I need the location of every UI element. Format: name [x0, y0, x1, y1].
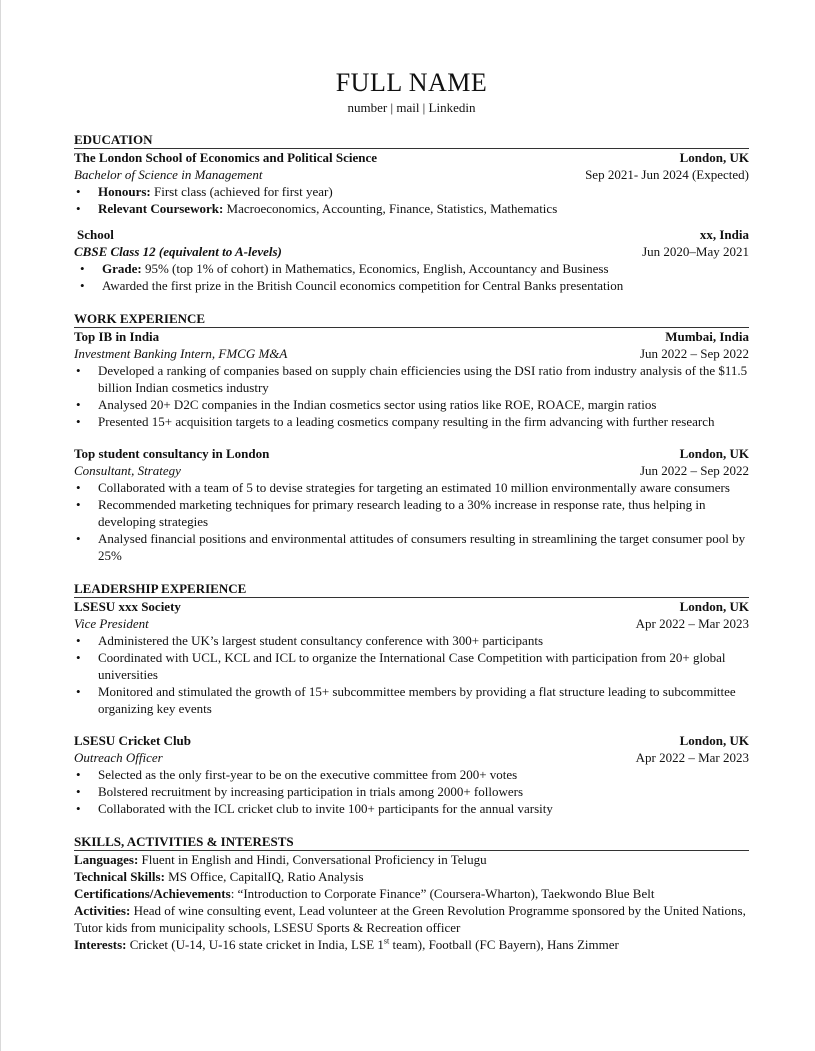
- bullet-item: [74, 183, 749, 200]
- bullet-label: Relevant Coursework:: [98, 201, 224, 216]
- entry-organization: The London School of Economics and Political Science: [74, 150, 377, 165]
- entry-dates: Apr 2022 – Mar 2023: [635, 616, 749, 631]
- bullet-label: Honours:: [98, 184, 151, 199]
- entry-location: London, UK: [679, 446, 749, 461]
- education-entry: [74, 226, 749, 294]
- resume-content: [74, 68, 749, 953]
- entry-location: London, UK: [679, 599, 749, 614]
- skills-line-certifications: [74, 885, 749, 902]
- bullet-list: [74, 362, 749, 430]
- entry-organization: LSESU xxx Society: [74, 599, 181, 614]
- bullet-label: Grade:: [102, 261, 142, 276]
- entry-role: Vice President: [74, 616, 149, 631]
- skills-label: Certifications/Achievements: [74, 886, 231, 901]
- entry-dates: Sep 2021- Jun 2024 (Expected): [585, 167, 749, 182]
- bullet-item: • Administered the UK’s largest student consultancy conference with 300+ participants: [74, 632, 749, 649]
- work-entry: [74, 328, 749, 430]
- bullet-text: 95% (top 1% of cohort) in Mathematics, Economics, English, Accountancy and Business: [141, 261, 609, 276]
- skills-text: team), Football (FC Bayern), Hans Zimmer: [389, 937, 619, 952]
- bullet-item: • Monitored and stimulated the growth of 15+ subcommittee members by providing a flat structure leading to subcommittee organizing key events: [74, 683, 749, 717]
- entry-role: Outreach Officer: [74, 750, 163, 765]
- education-heading: EDUCATION: [74, 132, 749, 149]
- entry-organization: School: [77, 227, 114, 242]
- entry-dates: Apr 2022 – Mar 2023: [635, 750, 749, 765]
- entry-organization: Top IB in India: [74, 329, 160, 344]
- bullet-list: [74, 260, 749, 294]
- skills-text: : “Introduction to Corporate Finance” (Coursera-Wharton), Taekwondo Blue Belt: [230, 886, 655, 901]
- leadership-entry: [74, 732, 749, 817]
- skills-text: MS Office, CapitalIQ, Ratio Analysis: [164, 869, 364, 884]
- entry-location: xx, India: [699, 227, 749, 242]
- entry-location: London, UK: [679, 733, 749, 748]
- work-entry: [74, 445, 749, 564]
- skills-text: Head of wine consulting event, Lead volunteer at the Green Revolution Programme sponsored by the United Nations, Tutor kids from municipality schools, LSESU Sports & Recreation officer: [74, 903, 746, 935]
- skills-label: Activities:: [74, 903, 131, 918]
- contact-line: number | mail | Linkedin: [347, 100, 476, 115]
- entry-organization: Top student consultancy in London: [74, 446, 270, 461]
- bullet-text: First class (achieved for first year): [150, 184, 333, 199]
- skills-line-interests: [74, 936, 749, 953]
- bullet-item: • Analysed financial positions and environmental attitudes of consumers resulting in streamlining the target consumer pool by 25%: [74, 530, 749, 564]
- bullet-list: [74, 183, 749, 217]
- bullet-text: Macroeconomics, Accounting, Finance, Statistics, Mathematics: [223, 201, 558, 216]
- bullet-item: • Coordinated with UCL, KCL and ICL to organize the International Case Competition with participation from 20+ global universities: [74, 649, 749, 683]
- bullet-item: [74, 277, 749, 294]
- bullet-item: • Selected as the only first-year to be on the executive committee from 200+ votes: [74, 766, 749, 783]
- skills-label: Interests:: [74, 937, 127, 952]
- skills-heading: SKILLS, ACTIVITIES & INTERESTS: [74, 834, 749, 851]
- skills-text: Cricket (U-14, U-16 state cricket in India, LSE 1: [126, 937, 384, 952]
- bullet-item: • Collaborated with a team of 5 to devise strategies for targeting an estimated 10 million environmentally aware consumers: [74, 479, 749, 496]
- skills-line-activities: [74, 902, 749, 936]
- leadership-heading: LEADERSHIP EXPERIENCE: [74, 581, 749, 598]
- bullet-text: Awarded the first prize in the British Council economics competition for Central Banks presentation: [102, 278, 624, 293]
- entry-organization: LSESU Cricket Club: [74, 733, 192, 748]
- skills-label: Technical Skills:: [74, 869, 165, 884]
- skills-line-languages: [74, 851, 749, 868]
- education-entry: [74, 149, 749, 217]
- entry-role: CBSE Class 12 (equivalent to A-levels): [74, 244, 282, 259]
- entry-role: Bachelor of Science in Management: [74, 167, 263, 182]
- entry-role: Consultant, Strategy: [74, 463, 181, 478]
- leadership-section: [74, 581, 749, 817]
- ordinal-suffix: st: [383, 936, 390, 946]
- skills-text: Fluent in English and Hindi, Conversational Proficiency in Telugu: [138, 852, 487, 867]
- entry-dates: Jun 2022 – Sep 2022: [639, 346, 749, 361]
- bullet-list: [74, 479, 749, 564]
- bullet-item: • Collaborated with the ICL cricket club to invite 100+ participants for the annual varsity: [74, 800, 749, 817]
- entry-dates: Jun 2022 – Sep 2022: [639, 463, 749, 478]
- work-heading: WORK EXPERIENCE: [74, 311, 749, 328]
- entry-role: Investment Banking Intern, FMCG M&A: [74, 346, 288, 361]
- skills-label: Languages:: [74, 852, 139, 867]
- bullet-list: [74, 766, 749, 817]
- work-section: [74, 311, 749, 564]
- leadership-entry: [74, 598, 749, 717]
- skills-section: [74, 834, 749, 953]
- bullet-item: • Recommended marketing techniques for primary research leading to a 30% increase in response rate, thus helping in developing strategies: [74, 496, 749, 530]
- bullet-list: [74, 632, 749, 717]
- full-name: FULL NAME: [335, 68, 488, 97]
- skills-line-technical: [74, 868, 749, 885]
- bullet-item: • Presented 15+ acquisition targets to a leading cosmetics company resulting in the firm advancing with further research: [74, 413, 749, 430]
- bullet-item: [74, 260, 749, 277]
- bullet-item: • Bolstered recruitment by increasing participation in trials among 2000+ followers: [74, 783, 749, 800]
- bullet-item: [74, 200, 749, 217]
- bullet-item: • Analysed 20+ D2C companies in the Indian cosmetics sector using ratios like ROE, ROACE, margin ratios: [74, 396, 749, 413]
- entry-location: London, UK: [679, 150, 749, 165]
- entry-dates: Jun 2020–May 2021: [642, 244, 749, 259]
- education-section: [74, 132, 749, 294]
- bullet-item: • Developed a ranking of companies based on supply chain efficiencies using the DSI ratio from industry analysis of the $11.5 billion Indian cosmetics industry: [74, 362, 749, 396]
- entry-location: Mumbai, India: [665, 329, 749, 344]
